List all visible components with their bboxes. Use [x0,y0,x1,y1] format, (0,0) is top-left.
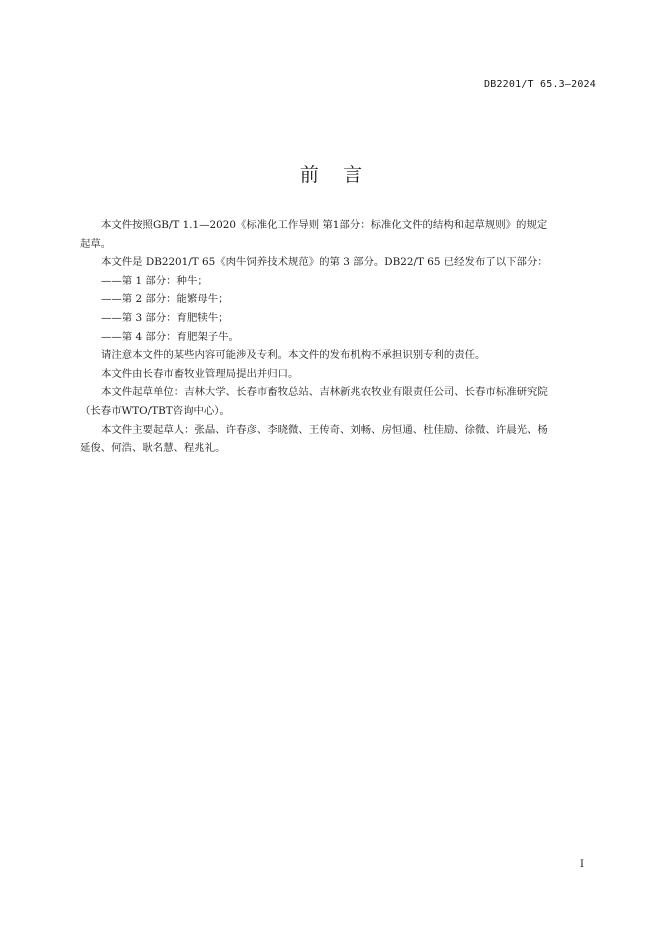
paragraph-drafting-units [80,383,600,420]
paragraph-line: 本文件主要起草人：张晶、许春彦、李晓微、王传奇、刘畅、房恒通、杜佳励、徐微、许晨光、杨 [101,423,548,436]
paragraph-proposer [80,365,600,384]
paragraph-line: 请注意本文件的某些内容可能涉及专利。本文件的发布机构不承担识别专利的责任。 [101,349,486,362]
paragraph-drafting-basis [80,216,600,253]
paragraph-line: 延俊、何浩、耿名慧、程兆礼。 [80,442,226,455]
paragraph-line: 本文件起草单位：吉林大学、长春市畜牧总站、吉林新兆农牧业有限责任公司、长春市标准研究院 [101,386,548,399]
list-item: ——第 4 部分：育肥架子牛。 [101,330,239,343]
paragraph-line: 本文件由长春市畜牧业管理局提出并归口。 [101,367,299,380]
paragraph-patent-notice [80,346,600,365]
list-item: ——第 1 部分：种牛； [101,274,208,287]
paragraph-line: （长春市WTO/TBT咨询中心）。 [80,404,230,417]
document-body [80,216,600,458]
paragraph-drafters [80,421,600,458]
standard-code: DB2201/T 65.3—2024 [484,79,596,90]
list-item: ——第 2 部分：能繁母牛； [101,293,229,306]
page-title: 前 言 [299,164,363,186]
paragraph-line: 本文件按照GB/T 1.1—2020《标准化工作导则 第1部分：标准化文件的结构和起草规则》的规定 [101,219,548,231]
list-item: ——第 3 部分：育肥犊牛； [101,311,229,324]
paragraph-line: 起草。 [80,237,112,250]
paragraph-line: 本文件是 DB2201/T 65《肉牛饲养技术规范》的第 3 部分。DB22/T 65 已经发布了以下部分： [101,256,548,269]
parts-list [80,272,600,346]
page-number: I [580,859,584,870]
paragraph-series-info [80,253,600,272]
